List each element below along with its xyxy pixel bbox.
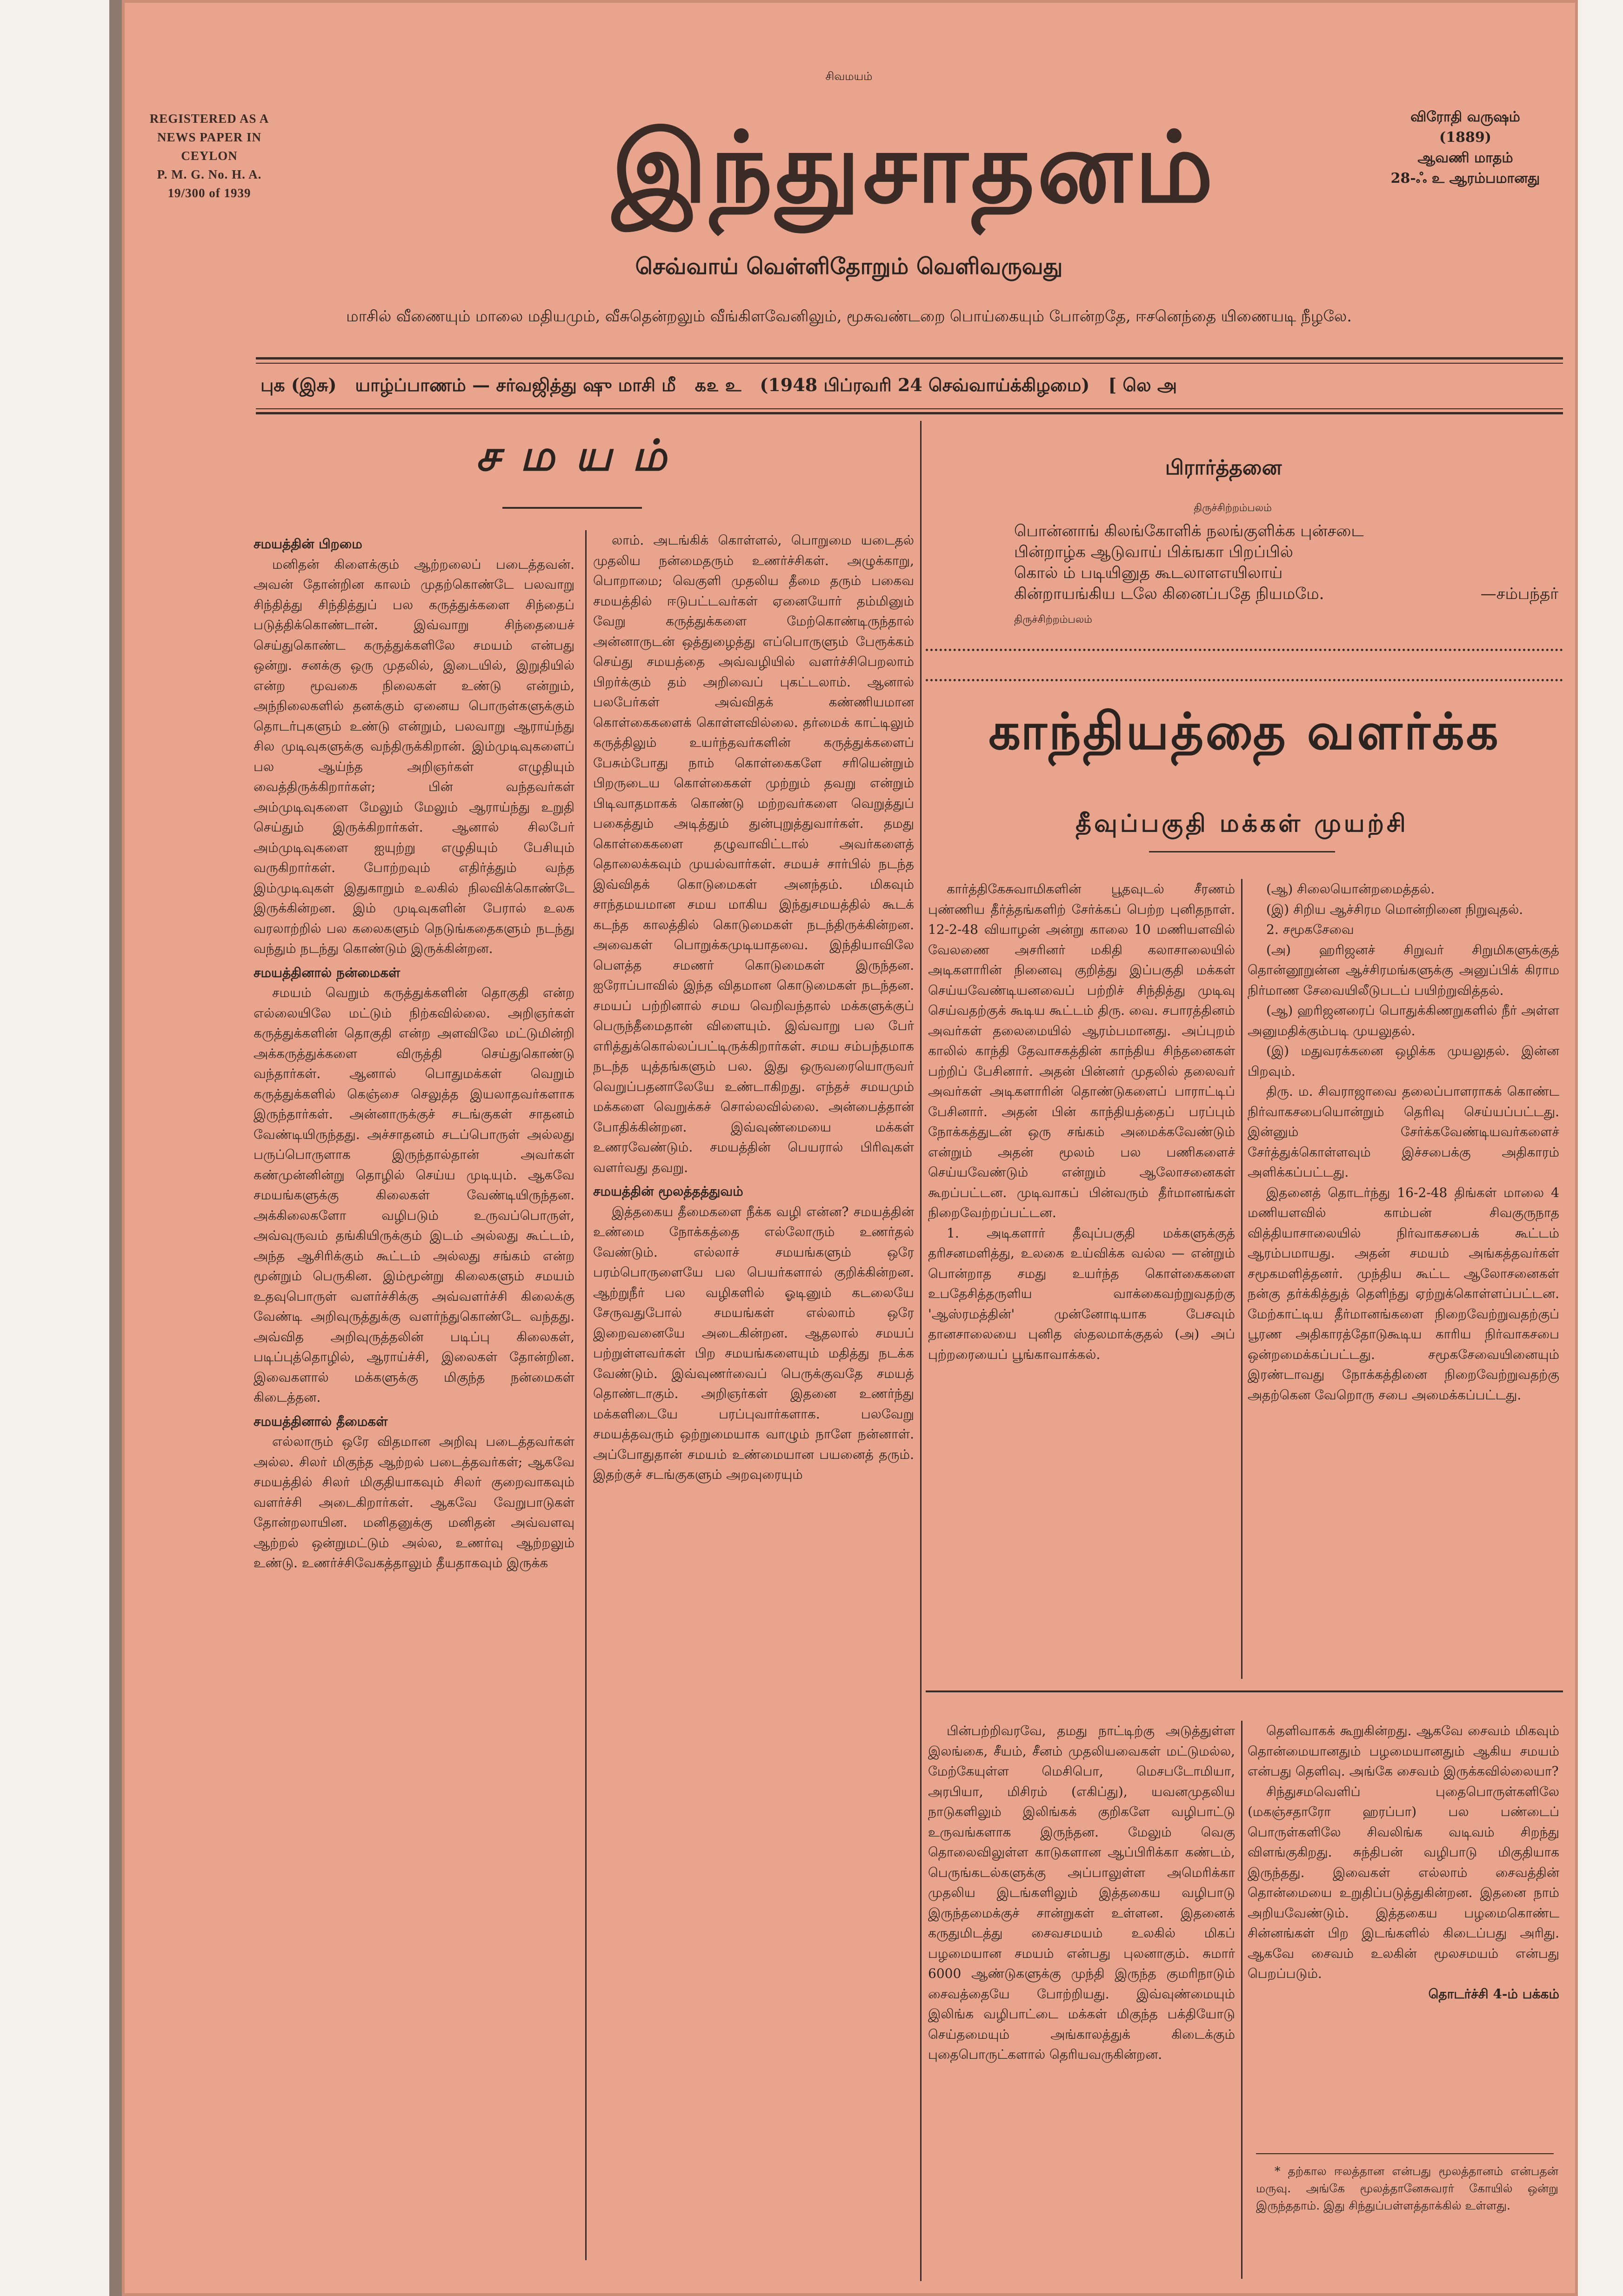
motto-verse: மாசில் வீணையும் மாலை மதியமும், வீசுதென்றலும் வீங்கிளவேனிலும், மூசுவண்டறை பொய்கையும் போன்றதே, ஈசனெந்தை யிணையடி நீழலே.	[346, 307, 1352, 325]
registration-line: REGISTERED AS A	[149, 112, 269, 126]
paragraph: இத்தகைய தீமைகளை நீக்க வழி என்ன? சமயத்தின் உண்மை நோக்கத்தை எல்லோரும் உணர்தல் வேண்டும். எல்லாச் சமயங்களும் ஒரே பரம்பொருளையே பல பெயர்களால் குறிக்கின்றன. ஆற்றுநீர் பல வழிகளில் ஓடினும் கடலையே சேருவதுபோல் சமயங்கள் எல்லாம் ஒரே இறைவனையே அடைகின்றன. ஆதலால் சமயப் பற்றுள்ளவர்கள் பிற சமயங்களையும் மதித்து நடக்க வேண்டும். இவ்வுணர்வைப் பெருக்குவதே சமயத் தொண்டாகும். அறிஞர்கள் இதனை உணர்ந்து மக்களிடையே பரப்புவார்களாக. பலவேறு சமயத்தவரும் ஒற்றுமையாக வாழும் நாளே நன்னாள். அப்போதுதான் சமயம் உண்மையான பயனைத் தரும். இதற்குச் சடங்குகளும் அறவுரையும்	[593, 1204, 914, 1482]
header-rule	[256, 412, 1563, 414]
established-line: ஆவணி மாதம்	[1417, 150, 1513, 166]
column-divider	[1241, 1721, 1242, 2279]
paragraph: தெளிவாகக் கூறுகின்றது. ஆகவே சைவம் மிகவும் தொன்மையானதும் பழமையானதும் ஆகிய சமயம் என்பது தெளிவு. அங்கே சைவம் இருக்கவில்லையா?	[1248, 1723, 1559, 1779]
subheading: சமயத்தின் மூலத்தத்துவம்	[593, 1184, 743, 1199]
verse-line: பின்றாழ்க ஆடுவாய் பிக்ஙகா பிறப்பில்	[1014, 543, 1293, 561]
header-rule	[256, 363, 1563, 364]
column-divider	[585, 530, 587, 2260]
dotted-separator	[926, 649, 1563, 651]
verse-line: கொல் ம் படியினுத கூடலாளஎயிலாய்	[1014, 564, 1283, 582]
article-headline: காந்தியத்தை வளர்க்க	[988, 702, 1500, 761]
paragraph: (அ) ஹரிஜனச் சிறுவர் சிறுமிகளுக்குத் தொன்னூறுன்ன ஆச்சிரமங்களுக்கு அனுப்பிக் கிராம நிர்மாண சேவையிலீடுபடப் பயிற்றுவித்தல்.	[1248, 942, 1559, 998]
verse-author: —சம்பந்தர்	[1480, 585, 1558, 603]
paragraph: (ஆ) சிலையொன்றமைத்தல்.	[1266, 881, 1435, 897]
paragraph: கார்த்திகேசுவாமிகளின் பூதவுடல் சீரணம் புண்ணிய தீர்த்தங்களிற் சேர்க்கப் பெற்ற புனிதநாள். 12-2-48 வியாழன் அன்று காலை 10 மணியளவில் வேலணை அசரினர் மகிதி கலாசாலையில் அடிகளாரின் நினைவு குறித்து இப்பகுதி மக்கள் செய்யவேண்டியனவைப் பற்றிச் சிந்தித்து முடிவு செய்வதற்குக் கூடிய கூட்டம் திரு. வை. சபாரத்தினம் அவர்கள் தலைமையில் ஆரம்பமானது. அப்புறம் காலில் காந்தி தேவாசகத்தின் காந்திய சிந்தனைகள் பற்றிப் பேசினார். அதன் பின்னர் முதலில் தலைவர் அவர்கள் அடிகளாரின் தொண்டுகளைப் பாராட்டிப் பேசினார். அதன் பின் காந்தியத்தைப் பரப்பும் நோக்கத்துடன் ஒரு சங்கம் அமைக்கவேண்டும் என்றும் அதன் மூலம் பல பணிகளைச் செய்யவேண்டும் என்றும் ஆலோசனைகள் கூறப்பட்டன. முடிவாகப் பின்வரும் தீர்மானங்கள் நிறைவேற்றப்பட்டன.	[928, 881, 1235, 1220]
prayer-title: பிரார்த்தனை	[1165, 456, 1282, 479]
english-date: (1948 பிப்ரவரி 24 செவ்வாய்க்கிழமை)	[760, 374, 1090, 395]
established-line: விரோதி வருஷம்	[1410, 109, 1520, 125]
registration-notice	[140, 109, 279, 202]
article-column-1	[928, 879, 1235, 1679]
subheading: சமயத்தினால் தீமைகள்	[254, 1413, 388, 1429]
paragraph: (இ) சிறிய ஆச்சிரம மொன்றினை நிறுவுதல்.	[1266, 901, 1523, 917]
dateline	[260, 372, 1563, 400]
column-divider	[1241, 879, 1242, 1679]
dotted-separator	[926, 679, 1563, 681]
paragraph: (ஆ) ஹரிஜனரைப் பொதுக்கிணறுகளில் நீர் அள்ள அனுமதிக்கும்படி முயலுதல்.	[1248, 1003, 1559, 1038]
footnote-text: * தற்கால ஈலத்தான என்பது மூலத்தானம் என்பதன் மருவு. அங்கே மூலத்தானேசுவரர் கோயில் ஒன்று இருந்ததாம். இது சிந்துப்பள்ளத்தாக்கில் உள்ளது.	[1256, 2164, 1558, 2212]
newspaper-title: இந்துசாதனம்	[612, 110, 1216, 225]
paragraph: சமயம் வெறும் கருத்துக்களின் தொகுதி என்ற எல்லையிலே மட்டும் நிற்கவில்லை. அறிஞர்கள் கருத்துக்களின் தொகுதி என்ற அளவிலே மட்டுமின்றி அக்கருத்துக்களை விருத்தி செய்துகொண்டு வந்தார்கள். ஆனால் பொதுமக்கள் வெறும் கருத்துக்களில் கெஞ்சை செலுத்த இயலாதவர்களாக இருந்தார்கள். அன்னாருக்குச் சடங்குகள் சாதனம் வேண்டியிருந்தது. அச்சாதனம் சடப்பொருள் அல்லது பருப்பொருளாக இருந்தால்தான் அவர்கள் கண்முன்னின்று தொழில் செய்ய முடியும். ஆகவே சமயங்களுக்கு கிலைகள் வேண்டியிருந்தன. அக்கிலைகளோ வழிபடும் உருவப்பொருள், அவ்வுருவம் தங்கியிருக்கும் இடம் அல்லது கூட்டம், அந்த ஆசிரிக்கும் கூட்டம் அல்லது சங்கம் என்ற மூன்றும் பெருகின. இம்மூன்று கிலைகளும் சமயம் உதவுபொருள் வளர்ச்சிக்கு அவ்வளர்ச்சி கிலைக்கு வேண்டி அறிவுருத்துக்கு வளர்ந்துகொண்டே வந்தது. அவ்வித அறிவுருத்தலின் படிப்பு கிலைகள், படிப்புத்தொழில், ஆராய்ச்சி, இலைகள் தோன்றின. இவைகளால் மக்களுக்கு மிகுந்த நன்மைகள் கிடைத்தன.	[254, 985, 574, 1405]
section-title: சமயம்	[476, 430, 687, 480]
religion-column-1	[254, 530, 574, 2283]
footnote-rule	[1256, 2153, 1554, 2154]
issue-number: ௧௨ உ	[694, 374, 741, 395]
religion-column-2	[593, 530, 914, 2283]
established-line: (1889)	[1439, 129, 1491, 146]
subheading: சமயத்தினால் நன்மைகள்	[254, 965, 401, 980]
shivamayam-heading: சிவமயம்	[825, 70, 873, 83]
footnote	[1256, 2163, 1558, 2279]
paragraph: பின்பற்றிவரவே, தமது நாட்டிற்கு அடுத்துள்ள இலங்கை, சீயம், சீனம் முதலியவைகள் மட்டுமல்ல, மேற்கேயுள்ள மெசிபொ, மெசபடோமியா, அரபியா, மிசிரம் (எகிப்து), யவனமுதலிய நாடுகளிலும் இலிங்கக் குறிகளே வழிபாட்டு உருவங்களாக இருந்தன. மேலும் வெகு தொலைவிலுள்ள காடுகளான ஆப்பிரிக்கா கண்டம், பெருங்கடல்களுக்கு அப்பாலுள்ள அமெரிக்கா முதலிய இடங்களிலும் இத்தகைய வழிபாடு இருந்தமைக்குச் சான்றுகள் உள்ளன. இதனைக் கருதுமிடத்து சைவசமயம் உலகில் மிகப் பழமையான சமயம் என்பது புலனாகும். சுமார் 6000 ஆண்டுகளுக்கு முந்தி இருந்த குமரிநாடும் சைவத்தையே போற்றியது. இவ்வுண்மையும் இலிங்க வழிபாட்டை மக்கள் மிகுந்த பக்தியோடு செய்தமையும் அங்காலத்துக் கிடைக்கும் புதைபொருட்களால் தெரியவருகின்றன.	[928, 1723, 1235, 2062]
paragraph: மனிதன் கிளைக்கும் ஆற்றலைப் படைத்தவன். அவன் தோன்றின காலம் முதற்கொண்டே பலவாறு சிந்தித்து சிந்தித்துப் பல கருத்துக்களை சிந்தைப் படுத்திக்கொண்டான். இவ்வாறு சிந்தையைச் செய்துகொண்ட கருத்துக்களிலே சமயம் என்பது ஒன்று. சனக்கு ஒரு முதலில், இடையில், இறுதியில் என்ற மூவகை நிலைகள் உண்டு என்றும், அந்நிலைகளில் தனக்கும் ஏனைய பொருள்களுக்கும் தொடர்புகளும் உண்டு என்றும், பலவாறு ஆராய்ந்து சில முடிவுகளுக்கு வந்திருக்கிறான். இம்முடிவுகளைப் பல ஆய்ந்த அறிஞர்கள் எழுதியும் வைத்திருக்கிறார்கள்; பின் வந்தவர்கள் அம்முடிவுகளை மேலும் மேலும் ஆராய்ந்து உறுதி செய்தும் இருக்கிறார்கள். ஆனால் சிலபேர் அம்முடிவுகளை ஐயுற்று எழுதியும் பேசியும் வருகிறார்கள். போற்றவும் எதிர்த்தும் வந்த இம்முடிவுகள் இதுகாறும் உலகில் நிலவிக்கொண்டே இருக்கின்றன. இம் முடிவுகளின் பேரால் உலக வரலாற்றில் பல கலைகளும் நெடுங்கதைகளும் நடந்து வந்தும் நடந்து கொண்டும் இருக்கின்றன.	[254, 556, 574, 956]
established-line: 28-ஃ உ ஆரம்பமானது	[1390, 170, 1540, 186]
prayer-opening: திருச்சிற்றம்பலம்	[1194, 502, 1272, 514]
registration-line: CEYLON	[181, 149, 238, 163]
prayer-closing: திருச்சிற்றம்பலம்	[1014, 614, 1092, 626]
section-rule	[926, 1690, 1563, 1692]
subhead-underline	[1149, 851, 1335, 852]
header-rule	[256, 357, 1563, 359]
paragraph: லாம். அடங்கிக் கொள்ளல், பொறுமை யடைதல் முதலிய நன்மைதரும் உணர்ச்சிகள். அழுக்காறு, பொறாமை; வெகுளி முதலிய தீமை தரும் பகைவ சமயத்தில் ஈடுபட்டவர்கள் ஏனையோர் தம்மினும் வேறு கருத்துக்களை மேற்கொண்டிருந்தால் அன்னாருடன் ஒத்துழைத்து எப்பொருளும் பேரூக்கம் செய்து சமயத்தை அவ்வழியில் வளர்ச்சிபெறலாம் பிறர்க்கும் தம் அறிவைப் புகட்டலாம். ஆனால் பலபேர்கள் அவ்விதக் கண்ணியமான கொள்கைகளைக் கொள்ளவில்லை. தர்மைக் காட்டிலும் கருத்திலும் உயர்ந்தவர்களின் கருத்துக்களைப் பேசும்போது நாம் கொள்கைகளே சரியென்றும் பிறருடைய கொள்கைகள் முற்றும் தவறு என்றும் பிடிவாதமாகக் கொண்டு மற்றவர்களை வெறுத்துப் பகைத்தும் அடித்தும் துன்புறுத்துவார்கள். தமது கொள்கைகளை தழுவாவிட்டால் அவர்களைத் தொலைக்கவும் முயல்வார்கள். சமயச் சார்பில் நடந்த இவ்விதக் கொடுமைகள் அனந்தம். மிகவும் சாந்தமயமான சமய மாகிய இந்துசமயத்தில் கூடக் கடந்த காலத்தில் கொடுமைகள் நடந்திருக்கின்றன. அவைகள் பொறுக்கமுடியாதவை. இந்தியாவிலே பௌத்த சமணர் கொடுமைகள் இருந்தன. ஐரோப்பாவில் இந்த விதமான கொடுமைகள் நடந்தன. சமயப் பற்றினால் சமய வெறிவந்தால் மக்களுக்குப் பெருந்தீமைதான் விளையும். இவ்வாறு பல பேர் எரித்துக்கொல்லப்பட்டிருக்கிறார்கள். சமய சம்பந்தமாக நடந்த யுத்தங்களும் பல. இது ஒருவரையொருவர் வெறுப்பதனாலேயே உண்டாகிறது. எந்தச் சமயமும் மக்களை வெறுக்கச் சொல்லவில்லை. அன்பைத்தான் போதிக்கின்றன. இவ்வுண்மையை மக்கள் உணரவேண்டும். சமயத்தின் பெயரால் பிரிவுகள் வளர்வது தவறு.	[593, 532, 914, 1175]
article-subheadline: தீவுப்பகுதி மக்கள் முயற்சி	[1075, 809, 1409, 838]
verse-line: பொன்னாங் கிலங்கோளிக் நலங்குளிக்க புன்சடை	[1014, 522, 1364, 540]
prayer-verse	[1014, 521, 1563, 605]
subheading: சமயத்தின் பிறமை	[254, 536, 362, 552]
article-column-2	[1248, 879, 1559, 1679]
verse-line: கின்றாயங்கிய டலே கினைப்பதே நியமமே.	[1014, 585, 1324, 603]
established-notice	[1386, 107, 1544, 189]
volume-number: புக (இசு)	[260, 374, 337, 395]
article-column-3	[928, 1721, 1235, 2279]
paragraph: 1. அடிகளார் தீவுப்பகுதி மக்களுக்குத் தரிசனமளித்து, உலகை உய்விக்க வல்ல — என்றும் பொன்றாத சமது உயர்ந்த கொள்கைகளை உபதேசித்தருளிய வாக்கைவற்றுவதற்கு 'ஆஸ்ரமத்தின்' முன்னோடியாக பேசவும் தானசாலையை புனித ஸ்தலமாக்குதல் (அ) அப் புற்றரையைப் பூங்காவாக்கல்.	[928, 1225, 1235, 1362]
registration-line: P. M. G. No. H. A.	[157, 167, 262, 181]
article-column-4	[1248, 1721, 1559, 2149]
paragraph: 2. சமூகசேவை	[1266, 922, 1354, 937]
paragraph: எல்லாரும் ஒரே விதமான அறிவு படைத்தவர்கள் அல்ல. சிலர் மிகுந்த ஆற்றல் படைத்தவர்கள்; ஆகவே சமயத்தில் சிலர் மிகுதியாகவும் சிலர் குறைவாகவும் வளர்ச்சி அடைகிறார்கள். ஆகவே வேறுபாடுகள் தோன்றலாயின. மனிதனுக்கு மனிதன் அவ்வளவு ஆற்றல் ஒன்றுமட்டும் அல்ல, உணர்வு ஆற்றலும் உண்டு. உணர்ச்சிவேகத்தாலும் தீயதாகவும் இருக்க	[254, 1434, 574, 1571]
paragraph: இதனைத் தொடர்ந்து 16-2-48 திங்கள் மாலை 4 மணியளவில் காம்பன் சிவகுருநாத வித்தியாசாலையில் நிர்வாகசபைக் கூட்டம் ஆரம்பமாயது. அதன் சமயம் அங்கத்தவர்கள் சமூகமளித்தனர். முந்திய கூட்ட ஆலோசனைகள் நன்கு தர்க்கித்துத் தெளிந்து ஏற்றுக்கொள்ளப்பட்டன. மேற்காட்டிய தீர்மானங்களை நிறைவேற்றுவதற்குப் பூரண அதிகாரத்தோடுகூடிய காரிய நிர்வாகசபை ஒன்றமைக்கப்பட்டது. சமூகசேவையினையும் இரண்டாவது நோக்கத்தினை நிறைவேற்றுவதற்கு அதற்கென வேறொரு சபை அமைக்கப்பட்டது.	[1248, 1185, 1559, 1403]
column-divider	[920, 421, 922, 2281]
paragraph: (இ) மதுவரக்கனை ஒழிக்க முயலுதல். இன்ன பிறவும்.	[1248, 1043, 1559, 1079]
registration-line: NEWS PAPER IN	[157, 130, 262, 144]
registration-line: 19/300 of 1939	[167, 186, 251, 200]
paragraph: திரு. ம. சிவராஜாவை தலைப்பாளராகக் கொண்ட நிர்வாகசபையொன்றும் தெரிவு செய்யப்பட்டது. இன்னும் சேர்க்கவேண்டியவர்களைச் சேர்த்துக்கொள்ளவும் இச்சபைக்கு அதிகாரம் அளிக்கப்பட்டது.	[1248, 1084, 1559, 1180]
paragraph: சிந்துசமவெளிப் புதைபொருள்களிலே (மகஞ்சதாரோ ஹரப்பா) பல பண்டைப் பொருள்களிலே சிவலிங்க வடிவம் சிறந்து விளங்குகிறது. சுந்திபன் வழிபாடு மிகுதியாக இருந்தது. இவைகள் எல்லாம் சைவத்தின் தொன்மையை உறுதிப்படுத்துகின்றன. இதனை நாம் அறியவேண்டும். இத்தகைய பழமைகொண்ட சின்னங்கள் பிற இடங்களில் கிடைப்பது அரிது. ஆகவே சைவம் உலகின் மூலசமயம் என்பது பெறப்படும்.	[1248, 1784, 1559, 1981]
title-underline	[502, 507, 642, 509]
place-date: யாழ்ப்பாணம் — சர்வஜித்து ஷு மாசி மீ	[355, 374, 676, 395]
header-rule	[256, 408, 1563, 409]
page-number: [ லெ அ	[1108, 374, 1177, 395]
continuation-note: தொடர்ச்சி 4-ம் பக்கம்	[1428, 1986, 1559, 2002]
publication-tagline: செவ்வாய் வெள்ளிதோறும் வெளிவருவது	[635, 253, 1063, 280]
